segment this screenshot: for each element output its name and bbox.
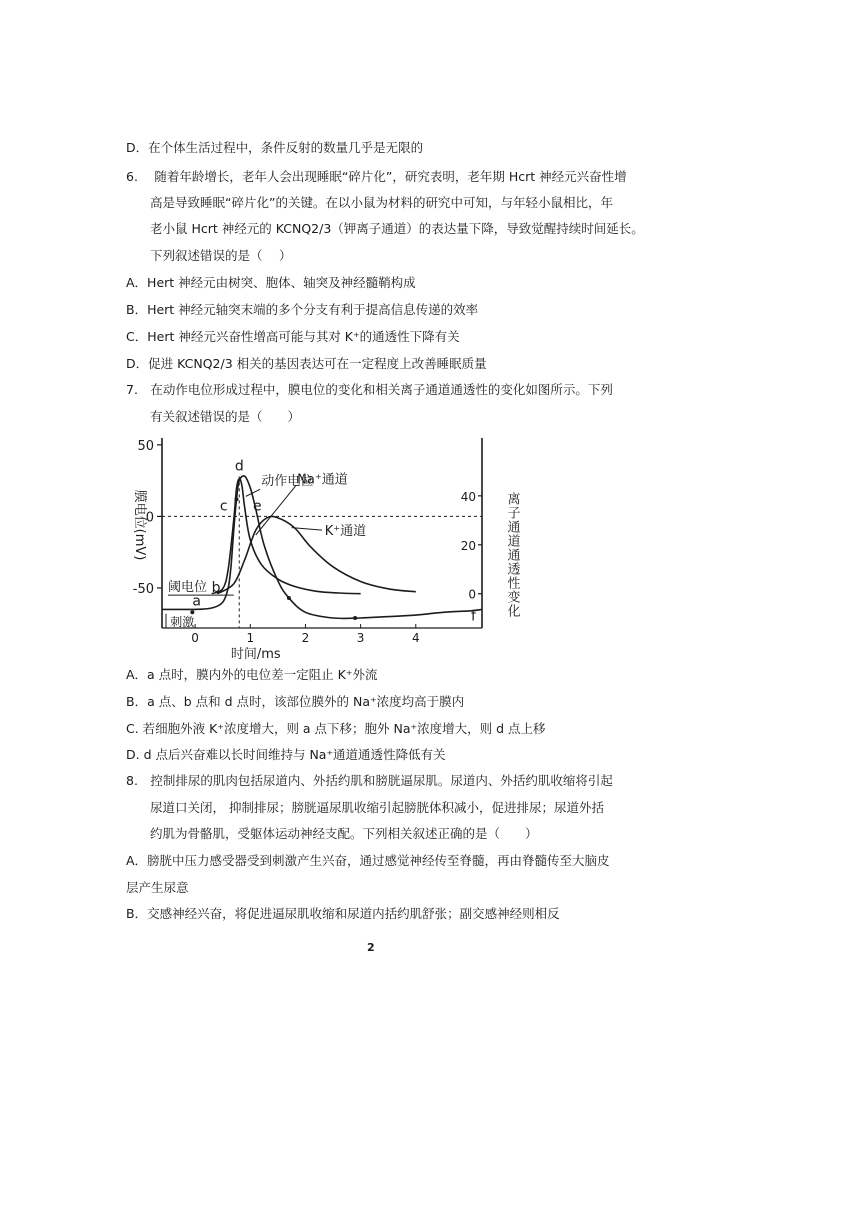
chart-series [162,476,482,620]
text-line: 尿道口关闭， 抑制排尿；膀胱逼尿肌收缩引起膀胱体积减小，促进排尿；尿道外括 [150,800,604,815]
y2-tick-label: 40 [460,489,476,504]
text-line: 有关叙述错误的是（ ） [150,409,301,424]
point-label-e: e [253,498,262,515]
threshold-label: 阈电位 [168,580,208,596]
text-line: 约肌为骨骼肌，受躯体运动神经支配。下列相关叙述正确的是（ ） [150,826,538,841]
point-label-d: d [234,458,244,475]
x-tick-label: 2 [301,631,310,645]
x-tick-label: 4 [411,631,420,645]
y2-tick-label: 20 [460,538,476,553]
y2-axis-title: 离子通道通透性变化 [504,492,520,618]
action-potential-chart [120,430,540,662]
text-line: 6. 随着年龄增长，老年人会出现睡眠“碎片化”，研究表明，老年期 Hcrt 神经元兴奋性增 [126,169,627,184]
text-line: A．Hert 神经元由树突、胞体、轴突及神经髓鞘构成 [126,275,416,290]
point-label-b: b [211,580,221,597]
text-line: 老小鼠 Hcrt 神经元的 KCNQ2/3（钾离子通道）的表达量下降，导致觉醒持续时间延长。 [150,221,644,236]
point-label-f: f [470,608,476,625]
y-axis-title: 膜电位(mV) [132,489,147,561]
text-line: D. d 点后兴奋难以长时间维持与 Na⁺通道通透性降低有关 [126,747,446,762]
y-tick-label: 50 [137,438,154,454]
text-line: B．Hert 神经元轴突末端的多个分支有利于提高信息传递的效率 [126,302,479,317]
text-line: D．在个体生活过程中，条件反射的数量几乎是无限的 [126,140,424,155]
point-label-a: a [192,593,201,610]
curve-point [287,596,291,600]
text-line: A．a 点时，膜内外的电位差一定阻止 K⁺外流 [126,667,378,682]
text-line: C. 若细胞外液 K⁺浓度增大，则 a 点下移；胞外 Na⁺浓度增大，则 d 点上移 [126,721,546,736]
text-line: 8. 控制排尿的肌肉包括尿道内、外括约肌和膀胱逼尿肌。尿道内、外括约肌收缩将引起 [126,773,613,788]
leader-line [256,486,296,535]
y2-tick-label: 0 [468,587,476,602]
point-label-c: c [219,498,228,515]
x-axis-title: 时间/ms [230,647,281,662]
text-line: 层产生尿意 [126,880,189,895]
x-tick-label: 0 [191,631,199,645]
curve-point [353,616,357,620]
text-line: 高是导致睡眠“碎片化”的关键。在以小鼠为材料的研究中可知，与年轻小鼠相比，年 [150,195,613,210]
text-line: B．交感神经兴奋，将促进逼尿肌收缩和尿道内括约肌舒张；副交感神经则相反 [126,906,560,921]
text-line: 7. 在动作电位形成过程中，膜电位的变化和相关离子通道通透性的变化如图所示。下列 [126,382,613,397]
y-tick-label: 0 [145,510,154,526]
stimulus-label: 刺激 [170,615,195,629]
x-tick-label: 3 [356,631,365,645]
x-tick-label: 1 [246,631,255,645]
text-line: 下列叙述错误的是（ ） [150,248,292,263]
action-potential-curve [162,476,482,619]
text-line: C．Hert 神经元兴奋性增高可能与其对 K⁺的通透性下降有关 [126,329,460,344]
curve-point [234,497,238,501]
y-tick-label: -50 [132,581,154,597]
series-label-k-channel: K⁺通道 [324,524,367,539]
series-label-na-channel: Na⁺通道 [297,472,348,488]
curve-point [190,610,194,614]
text-line: A．膀胱中压力感受器受到刺激产生兴奋，通过感觉神经传至脊髓，再由脊髓传至大脑皮 [126,853,610,868]
page-number: 2 [367,941,375,954]
text-line: B．a 点、b 点和 d 点时，该部位膜外的 Na⁺浓度均高于膜内 [126,694,465,709]
text-line: D．促进 KCNQ2/3 相关的基因表达可在一定程度上改善睡眠质量 [126,356,487,371]
series-label-action-potential: 动作电位 [261,473,314,489]
